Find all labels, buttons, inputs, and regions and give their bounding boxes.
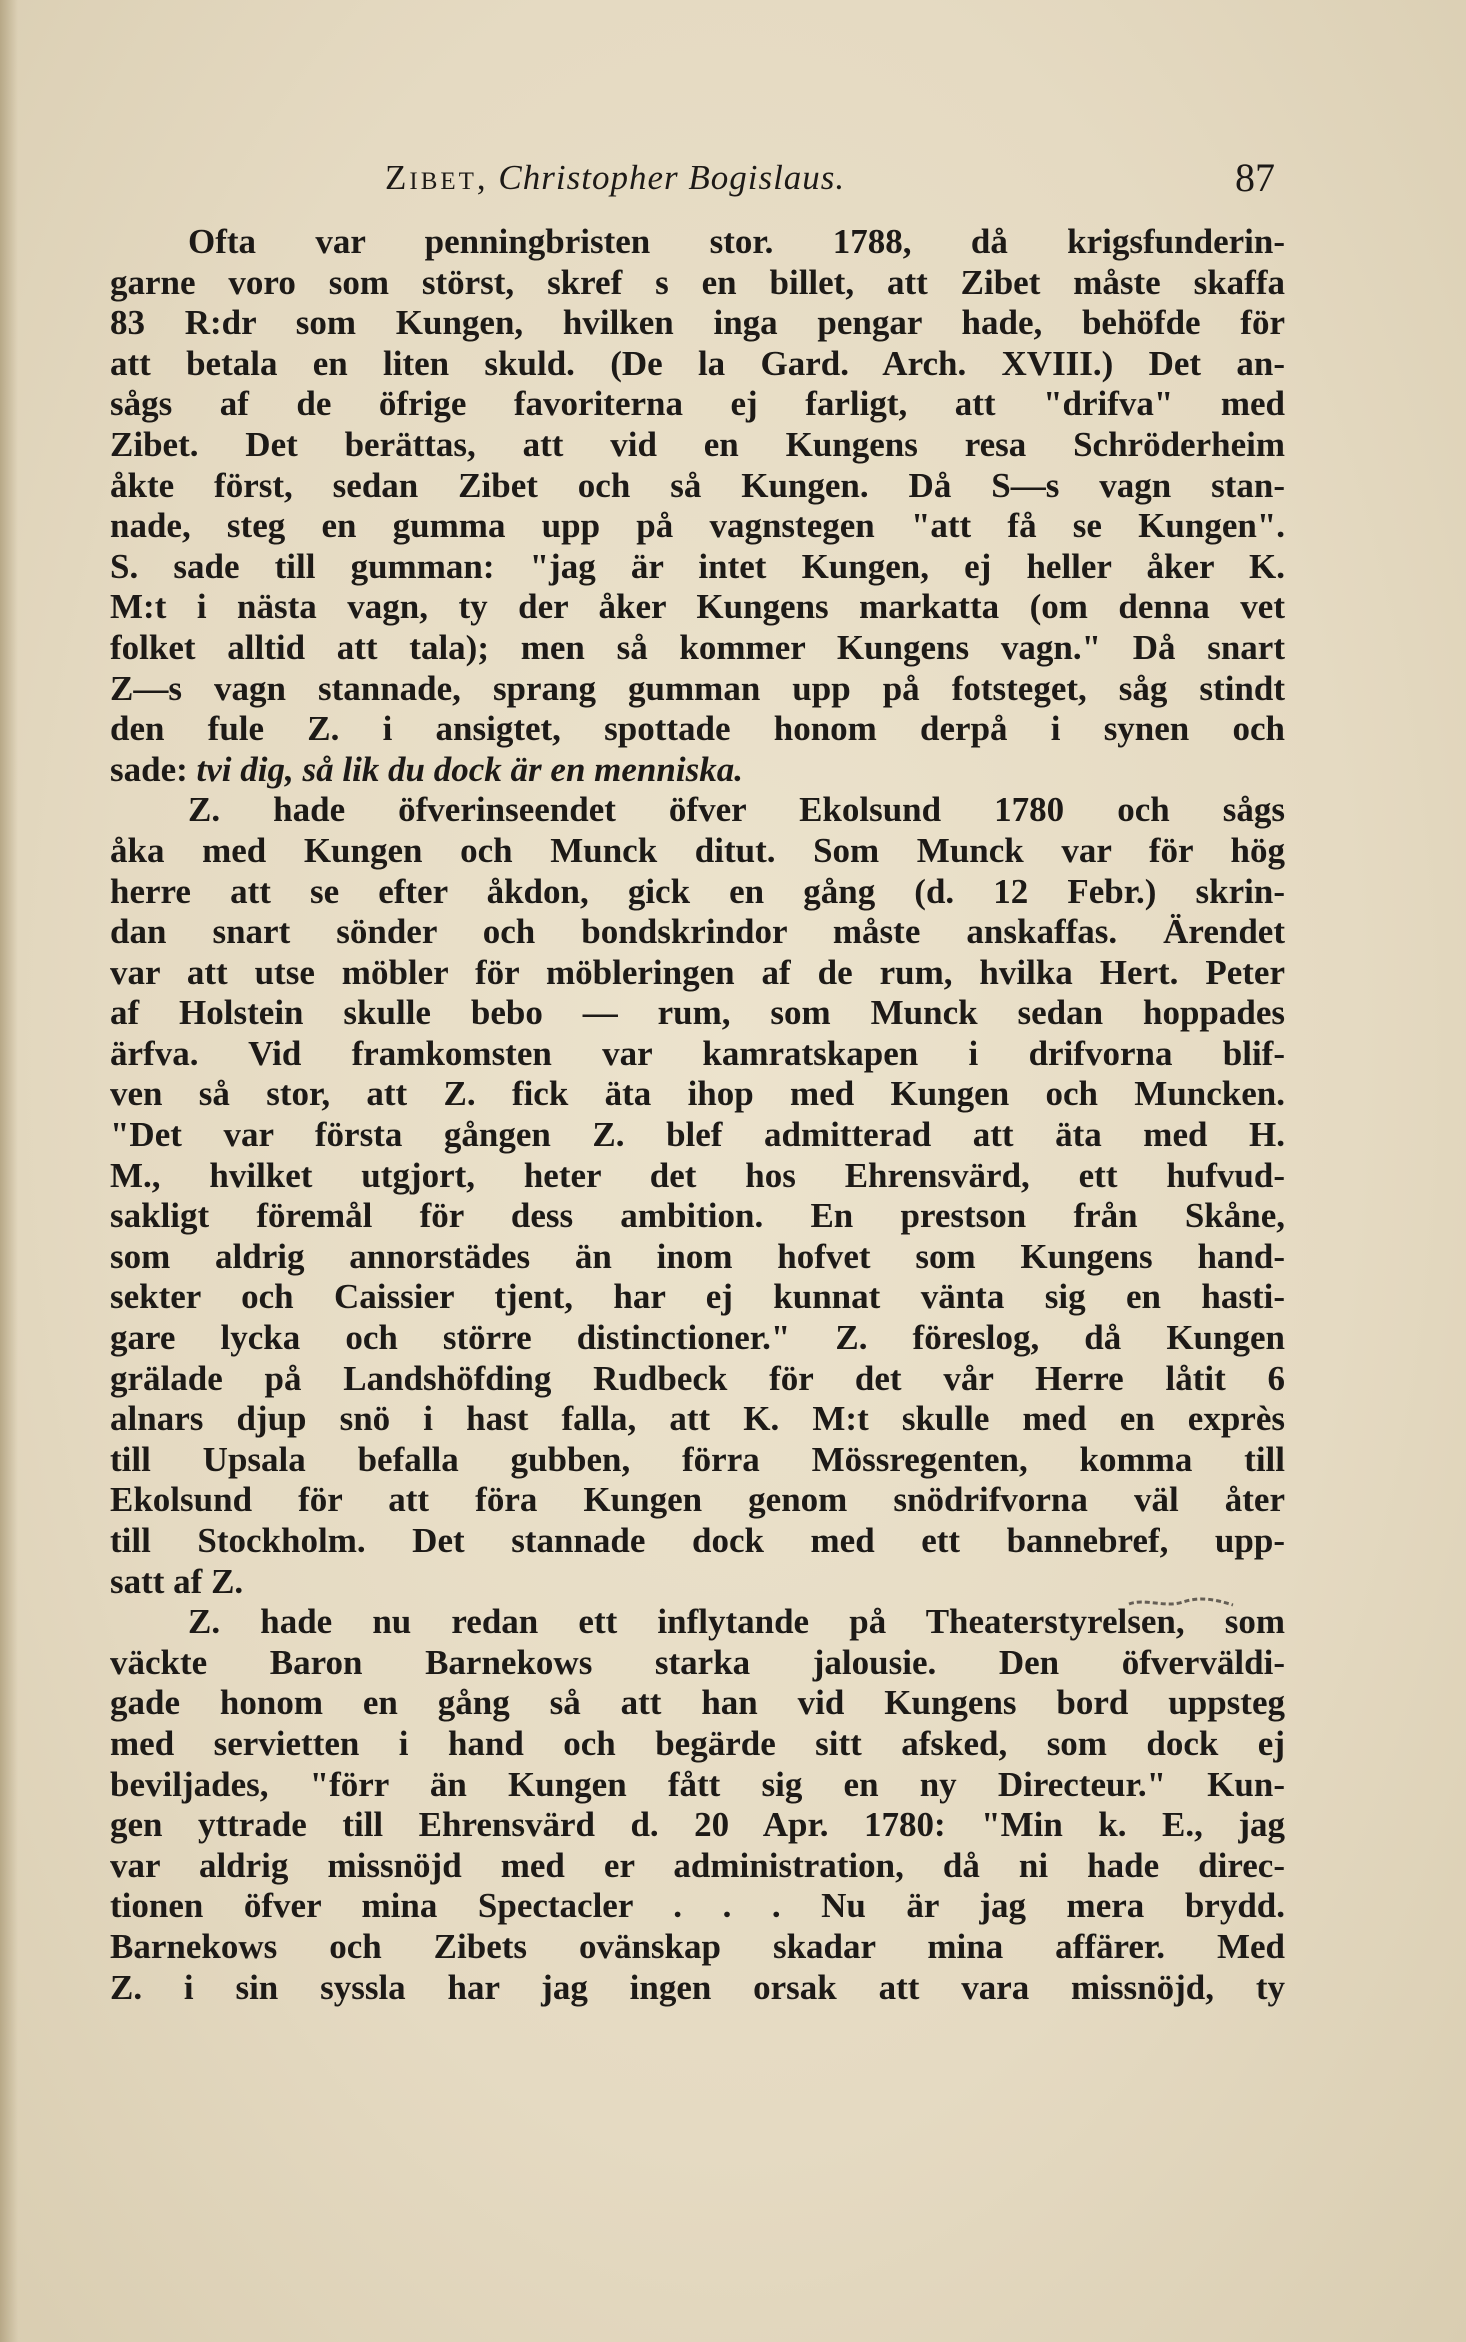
text-line: Ofta var penningbristen stor. 1788, då krigsfunderin-: [188, 222, 1285, 261]
text-line: gen yttrade till Ehrensvärd d. 20 Apr. 1780: "Min k. E., jag: [110, 1805, 1285, 1845]
text-line: alnars djup snö i hast falla, att K. M:t skulle med en exprès: [110, 1399, 1285, 1439]
text-line: Zibet. Det berättas, att vid en Kungens resa Schröderheim: [110, 424, 1285, 464]
text-line: att betala en liten skuld. (De la Gard. Arch. XVIII.) Det an-: [110, 343, 1285, 383]
running-head-surname: Zibet,: [385, 158, 489, 197]
text-line: S. sade till gumman: "jag är intet Kungen, ej heller åker K.: [110, 546, 1285, 586]
text-line: som aldrig annorstädes än inom hofvet som Kungens hand-: [110, 1236, 1285, 1276]
text-line-part: sade: tvi dig, så lik du dock är en menniska.: [110, 749, 743, 789]
text-line: herre att se efter åkdon, gick en gång (d. 12 Febr.) skrin-: [110, 871, 1285, 911]
text-line: var att utse möbler för möbleringen af de rum, hvilka Hert. Peter: [110, 952, 1285, 992]
ink-smudge: [1125, 1594, 1237, 1612]
text-line: Z. hade öfverinseendet öfver Ekolsund 1780 och sågs: [188, 790, 1285, 830]
text-line-italic-quote: [110, 750, 1285, 791]
text-line: den fule Z. i ansigtet, spottade honom derpå i synen och: [110, 709, 1285, 749]
text-line: folket alltid att tala); men så kommer Kungens vagn." Då snart: [110, 627, 1285, 667]
text-line: till Upsala befalla gubben, förra Mössregenten, komma till: [110, 1439, 1285, 1479]
text-line: garne voro som störst, skref s en billet, att Zibet måste skaffa: [110, 262, 1285, 302]
page-number: 87: [1235, 155, 1275, 200]
body-text: [110, 222, 1285, 2008]
text-line: gade honom en gång så att han vid Kungens bord uppsteg: [110, 1683, 1285, 1723]
text-line: sekter och Caissier tjent, har ej kunnat vänta sig en hasti-: [110, 1277, 1285, 1317]
italic-quote: tvi dig, så lik du dock är en menniska.: [187, 749, 743, 789]
text-line: Z. hade nu redan ett inflytande på Theaterstyrelsen, som: [188, 1602, 1285, 1642]
text-line: var aldrig missnöjd med er administration, då ni hade direc-: [110, 1845, 1285, 1885]
text-line: Barnekows och Zibets ovänskap skadar mina affärer. Med: [110, 1926, 1285, 1966]
text-line: med servietten i hand och begärde sitt afsked, som dock ej: [110, 1723, 1285, 1763]
text-line: nade, steg en gumma upp på vagnstegen "att få se Kungen".: [110, 506, 1285, 546]
text-line: väckte Baron Barnekows starka jalousie. Den öfverväldi-: [110, 1642, 1285, 1682]
binding-shadow: [0, 0, 18, 2342]
text-line: gare lycka och större distinctioner." Z. föreslog, då Kungen: [110, 1318, 1285, 1358]
text-line: dan snart sönder och bondskrindor måste anskaffas. Ärendet: [110, 912, 1285, 952]
text-line: af Holstein skulle bebo — rum, som Munck sedan hoppades: [110, 993, 1285, 1033]
page-header: [385, 155, 1275, 208]
text-line: beviljades, "förr än Kungen fått sig en ny Directeur." Kun-: [110, 1764, 1285, 1804]
text-line: till Stockholm. Det stannade dock med ett bannebref, upp-: [110, 1521, 1285, 1560]
text-line: åka med Kungen och Munck ditut. Som Munck var för hög: [110, 830, 1285, 870]
text-line: åkte först, sedan Zibet och så Kungen. Då S—s vagn stan-: [110, 465, 1285, 505]
text-line: Z—s vagn stannade, sprang gumman upp på fotsteget, såg stindt: [110, 668, 1285, 708]
text-line: satt af Z.: [110, 1561, 244, 1601]
running-head-given: Christopher Bogislaus.: [498, 158, 846, 197]
text-line: M., hvilket utgjort, heter det hos Ehrensvärd, ett hufvud-: [110, 1155, 1285, 1195]
running-head: [385, 158, 845, 198]
text-line: M:t i nästa vagn, ty der åker Kungens markatta (om denna vet: [110, 587, 1285, 627]
text-line: "Det var första gången Z. blef admitterad att äta med H.: [110, 1115, 1285, 1155]
text-line: ven så stor, att Z. fick äta ihop med Kungen och Muncken.: [110, 1074, 1285, 1114]
text-line: grälade på Landshöfding Rudbeck för det vår Herre låtit 6: [110, 1358, 1285, 1398]
text-line: Z. i sin syssla har jag ingen orsak att vara missnöjd, ty: [110, 1967, 1285, 2007]
text-line: tionen öfver mina Spectacler . . . Nu är jag mera brydd.: [110, 1886, 1285, 1926]
text-line: 83 R:dr som Kungen, hvilken inga pengar hade, behöfde för: [110, 303, 1285, 343]
text-line: sågs af de öfrige favoriterna ej farligt, att "drifva" med: [110, 384, 1285, 424]
text-line: ärfva. Vid framkomsten var kamratskapen i drifvorna blif-: [110, 1033, 1285, 1073]
text-line: Ekolsund för att föra Kungen genom snödrifvorna väl åter: [110, 1480, 1285, 1520]
text-line: sakligt föremål för dess ambition. En prestson från Skåne,: [110, 1196, 1285, 1236]
